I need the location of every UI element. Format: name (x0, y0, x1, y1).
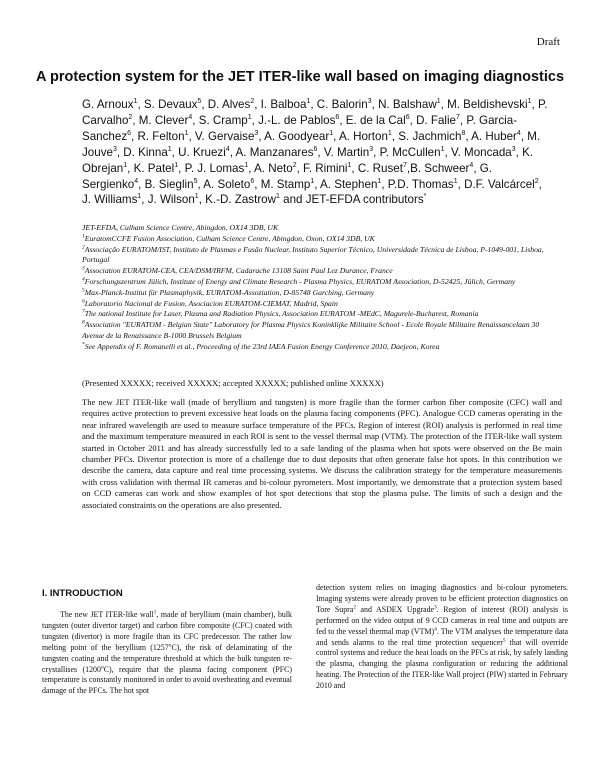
affiliation (82, 277, 562, 288)
affiliation (82, 234, 562, 245)
author-list (82, 97, 552, 208)
author-affiliation-mark: 7 (402, 161, 407, 169)
affiliation-number: 8 (82, 319, 85, 326)
author-affiliation-mark: 2 (292, 161, 297, 169)
author-affiliation-mark: 1 (453, 177, 458, 185)
author-separator: , (131, 129, 138, 143)
author-name: S. Jachmich (398, 129, 462, 143)
affiliation-number: * (82, 341, 85, 348)
author-affiliation-mark: 1 (440, 145, 445, 153)
author-separator: , (459, 113, 467, 127)
author-affiliation-mark: 5 (197, 98, 202, 106)
author-name: A. Manzanares (235, 145, 314, 159)
author-separator: , (192, 113, 199, 127)
intro-column-right (316, 583, 568, 692)
affiliation (82, 245, 562, 267)
author-name: J. Williams (82, 193, 138, 207)
author-affiliation-mark: 6 (250, 177, 255, 185)
author-separator: , (457, 177, 465, 191)
affiliation (82, 223, 562, 234)
author-separator: , (254, 177, 261, 191)
affiliation-number: 5 (82, 287, 85, 294)
author-name: V. Moncada (450, 145, 512, 159)
author-separator: , (381, 177, 388, 191)
author-name: F. Rimini (303, 161, 348, 175)
author-name: J. Wilson (147, 193, 195, 207)
author-affiliation-mark: 6 (405, 114, 410, 122)
affiliation (82, 299, 562, 310)
author-affiliation-mark: 3 (112, 145, 117, 153)
affiliation-text: Association "EURATOM - Belgian State" Laboratory for Plasma Physics Koninklijke Militaire School - Ecole Royale Militaire Renaissancelaan 30 Avenue de la Renaissance B-1000 Brussels Belgium (82, 320, 540, 340)
reference-mark: 3 (434, 604, 437, 611)
author-name: M. Jouve (82, 129, 541, 159)
author-affiliation-mark: 1 (310, 177, 315, 185)
author-affiliation-mark: 1 (436, 98, 441, 106)
author-name: I. Balboa (260, 98, 307, 111)
body-text: C), the risk of delaminating of the tungsten coating and the temperature threshold at which the bulk tungsten re-crystallises (1200 (42, 642, 293, 674)
author-affiliation-mark: 6 (335, 114, 340, 122)
author-name: P. McCullen (379, 145, 441, 159)
author-separator: , (473, 161, 480, 175)
author-name: P.D. Thomas (387, 177, 454, 191)
author-separator: , (531, 98, 538, 111)
author-affiliation-mark: 8 (461, 129, 466, 137)
author-affiliation-mark: 2 (250, 98, 255, 106)
affiliation-number: 2 (82, 244, 85, 251)
author-separator: , (251, 113, 259, 127)
author-name: D. Falie (416, 113, 457, 127)
author-separator: , (314, 177, 321, 191)
author-separator: , (440, 98, 448, 111)
author-affiliation-mark: 1 (329, 129, 334, 137)
author-name: D. Alves (207, 98, 251, 111)
author-name: A. Neto (254, 161, 293, 175)
author-separator: , (538, 177, 542, 191)
affiliation-number: 7 (82, 308, 85, 315)
author-separator: , (444, 145, 451, 159)
affiliation-text: The national Institute for Laser, Plasma and Radiation Physics, Association EURATOM -MEdC, Magurele-Bucharest, Romania (84, 309, 479, 319)
author-name: E. de la Cal (345, 113, 406, 127)
author-separator: , (520, 129, 528, 143)
reference-mark: o (168, 642, 172, 649)
reference-mark: 4 (434, 626, 437, 632)
author-affiliation-mark: 6 (313, 145, 318, 153)
affiliation-text: Association EURATOM-CEA, CEA/DSM/IRFM, Cadarache 13108 Saint Paul Lez Durance, France (84, 266, 393, 276)
body-text: and ASDEX Upgrade (356, 604, 435, 614)
body-text: C), require that the plasma facing component (PFC) temperature is constantly monitored in order to avoid overheating and eventual damage of the PFCs. The hot spot (42, 664, 292, 696)
author-name: D.F. Valcárcel (464, 177, 535, 191)
affiliation-text: See Appendix of F. Romanelli et al., Proceeding of the 23rd IAEA Fusion Energy Conference 2010, Daejeon, Korea (84, 341, 440, 351)
author-separator: , (296, 161, 304, 175)
author-affiliation-mark: 1 (123, 161, 128, 169)
author-affiliation-mark: 1 (306, 98, 311, 106)
author-name: N. Balshaw (378, 98, 437, 111)
affiliation-text: JET-EFDA, Culham Science Centre, Abingdon, OX14 3DB, UK (82, 223, 279, 232)
author-separator: , (351, 161, 358, 175)
author-name: P. Carvalho (82, 98, 548, 127)
author-separator: , (310, 98, 317, 111)
author-affiliation-mark: 4 (469, 161, 474, 169)
author-affiliation-mark: 4 (516, 129, 521, 137)
author-separator: , (258, 129, 265, 143)
author-affiliation-mark: 1 (184, 129, 189, 137)
author-separator: , (254, 98, 261, 111)
body-text: . The VTM analyses the temperature data and sends alarms to the real time protection sequencer (316, 626, 568, 647)
body-text: that will override control systems and reduce the heat loads on the PFCs at risk, by safely landing the plasma, changing the plasma configuration or reducing the additional heating. The Protection of the ITER-like Wall project (PIW) started in February 2010 and (316, 637, 568, 691)
author-name: A. Horton (338, 129, 388, 143)
author-affiliation-mark: 4 (225, 145, 230, 153)
author-affiliation-mark: 1 (137, 193, 142, 201)
author-affiliation-mark: 1 (377, 177, 382, 185)
author-name: M. Beldishevski (447, 98, 528, 111)
reference-mark: 1 (153, 609, 157, 616)
author-name: S. Devaux (143, 98, 198, 111)
body-text: The new JET ITER-like wall (60, 610, 154, 619)
author-name: S. Cramp (198, 113, 248, 127)
affiliation-list (82, 223, 562, 353)
author-name: A. Soleto (203, 177, 251, 191)
affiliation-number: 4 (82, 276, 85, 283)
body-text: , made of beryllium (main chamber), bulk tungsten (outer divertor target) and carbon fibre composite (CFC) coated with tungsten (divertor) is more fragile than its CFC predecessor. The rather low melting point of the beryllium (1257 (42, 610, 292, 652)
affiliation-number: 6 (82, 298, 85, 305)
author-separator: , (138, 177, 145, 191)
author-separator: , (248, 161, 255, 175)
author-affiliation-mark: 4 (134, 177, 139, 185)
author-name: M. Clever (138, 113, 189, 127)
affiliation (82, 320, 562, 342)
author-separator: , (373, 145, 380, 159)
body-text: . Region of interest (ROI) analysis is performed on the video output of 9 CCD cameras in real time and outputs are fed to the vessel thermal map (VTM) (316, 604, 568, 636)
author-separator: , (201, 98, 208, 111)
author-affiliation-mark: 1 (276, 193, 280, 201)
author-name: G. Sergienko (82, 161, 493, 191)
author-separator: , (515, 145, 523, 159)
author-name: V. Martin (323, 145, 370, 159)
author-affiliation-mark: 3 (254, 129, 259, 137)
publication-dates: (Presented XXXXX; received XXXXX; accepted XXXXX; published online XXXXX) (82, 378, 384, 388)
author-affiliation-mark: 1 (244, 161, 249, 169)
author-affiliation-mark: 7 (456, 114, 460, 122)
author-separator: , (137, 98, 144, 111)
author-separator: , (409, 113, 417, 127)
author-name: G. Arnoux (82, 98, 134, 111)
section-heading: I. INTRODUCTION (42, 588, 123, 599)
author-name: and JET-EFDA contributors (283, 193, 424, 207)
author-affiliation-mark: 1 (174, 161, 179, 169)
author-separator: , (333, 129, 339, 143)
author-affiliation-mark: 3 (511, 145, 516, 153)
author-affiliation-mark: * (423, 193, 427, 201)
draft-label: Draft (536, 36, 560, 48)
author-separator: , (465, 129, 472, 143)
author-affiliation-mark: 2 (534, 177, 539, 185)
author-name: V. Gervaise (194, 129, 255, 143)
author-name: J.-L. de Pablos (258, 113, 336, 127)
author-name: K.-D. Zastrow (205, 193, 276, 207)
author-affiliation-mark: 1 (387, 129, 392, 137)
author-separator: , (171, 145, 179, 159)
author-separator: , (391, 129, 399, 143)
affiliation (82, 309, 562, 320)
paper-title: A protection system for the JET ITER-like wall based on imaging diagnostics (36, 69, 565, 85)
author-name: B. Sieglin (144, 177, 194, 191)
author-name: M. Stamp (260, 177, 311, 191)
reference-mark: 5 (502, 636, 506, 643)
author-name: K. Patel (133, 161, 175, 175)
abstract: The new JET ITER-like wall (made of beryllium and tungsten) is more fragile than the former carbon fiber composite (CFC) wall and requires active protection to prevent excessive heat loads on the plasma facing components (PFC). Analogue CCD cameras operating in the near infrared wavelength are used to measure surface temperature of the PFCs. Region of interest (ROI) analysis is performed in real time and the maximum temperature measured in each ROI is sent to the vessel thermal map (VTM). The protection of the ITER-like wall system started in October 2011 and has already successfully led to a safe landing of the plasma when hot spots were observed on the Be main chamber PFCs. Divertor protection is more of a challenge due to dust deposits that often generate false hot spots. In this contribution we describe the camera, data capture and real time processing systems. We discuss the calibration strategy for the temperature measurements with cross validation with thermal IR cameras and bi-colour pyrometers. Most importantly, we demonstrate that a protection system based on CCD cameras can work and show examples of hot spot detections that stop the plasma pulse. The limits of such a design and the associated constraints on the operations are also presented. (82, 397, 562, 510)
affiliation-text: Max-Planck-Institut für Plasmaphysik, EURATOM-Assoziation, D-85748 Garching, Germany (84, 287, 375, 297)
author-affiliation-mark: 4 (188, 114, 193, 122)
author-name: P. Garcia-Sanchez (82, 113, 518, 143)
author-name: K. Obrejan (82, 145, 534, 175)
author-name: A. Stephen (320, 177, 378, 191)
affiliation-text: Associação EURATOM/IST, Instituto de Plasmas e Fusão Nuclear, Instituto Superior Técnico, Universidade Técnica de Lisboa, P-1049-001, Lisboa, Portugal (82, 244, 544, 265)
author-name: P. J. Lomas (184, 161, 245, 175)
author-affiliation-mark: 6 (127, 129, 132, 137)
author-affiliation-mark: 1 (133, 98, 138, 106)
author-name: C. Ruset (357, 161, 403, 175)
author-name: B. Schweer (410, 161, 470, 175)
author-name: A. Huber (471, 129, 517, 143)
author-affiliation-mark: 1 (527, 98, 532, 106)
author-affiliation-mark: 1 (247, 114, 252, 122)
author-affiliation-mark: 3 (369, 145, 374, 153)
author-name: D. Kinna (123, 145, 168, 159)
author-affiliation-mark: 2 (128, 114, 133, 122)
author-affiliation-mark: 1 (347, 161, 352, 169)
author-separator: , (406, 161, 411, 175)
affiliation-number: 3 (82, 265, 85, 272)
affiliation (82, 266, 562, 277)
reference-mark: 2 (353, 604, 357, 611)
author-separator: , (339, 113, 346, 127)
author-separator: , (141, 193, 148, 207)
author-name: R. Felton (137, 129, 185, 143)
body-text: detection system relies on imaging diagnostics and bi-colour pyrometers. Imaging systems were already proven to be efficient protection diagnostics on Tore Supra (316, 583, 568, 614)
author-affiliation-mark: 3 (367, 98, 372, 106)
intro-column-left (42, 610, 292, 697)
reference-mark: o (100, 663, 104, 670)
affiliation-text: Laboratorio Nacional de Fusion, Asociacion EURATOM-CIEMAT, Madrid, Spain (84, 298, 338, 308)
author-separator: , (197, 177, 204, 191)
author-name: U. Kruezi (178, 145, 226, 159)
author-affiliation-mark: 1 (194, 193, 199, 201)
author-separator: , (198, 193, 206, 207)
author-affiliation-mark: 5 (193, 177, 198, 185)
affiliation (82, 288, 562, 299)
author-separator: , (317, 145, 324, 159)
author-separator: , (127, 161, 134, 175)
author-name: A. Goodyear (264, 129, 330, 143)
author-separator: , (178, 161, 185, 175)
author-separator: , (132, 113, 139, 127)
affiliation-text: Forschungszentrum Jülich, Institute of Energy and Climate Research - Plasma Physics, EURATOM Association, D-52425, Jülich, Germany (84, 276, 516, 286)
author-name: C. Balorin (316, 98, 368, 111)
affiliation-text: EuratomCCFE Fusion Association, Culham Science Centre, Abingdon, Oxon, OX14 3DB, UK (84, 233, 375, 243)
author-separator: , (371, 98, 379, 111)
affiliation (82, 342, 562, 353)
author-separator: , (229, 145, 236, 159)
affiliation-number: 1 (82, 233, 85, 240)
author-separator: , (188, 129, 195, 143)
author-affiliation-mark: 1 (167, 145, 172, 153)
author-separator: , (116, 145, 124, 159)
